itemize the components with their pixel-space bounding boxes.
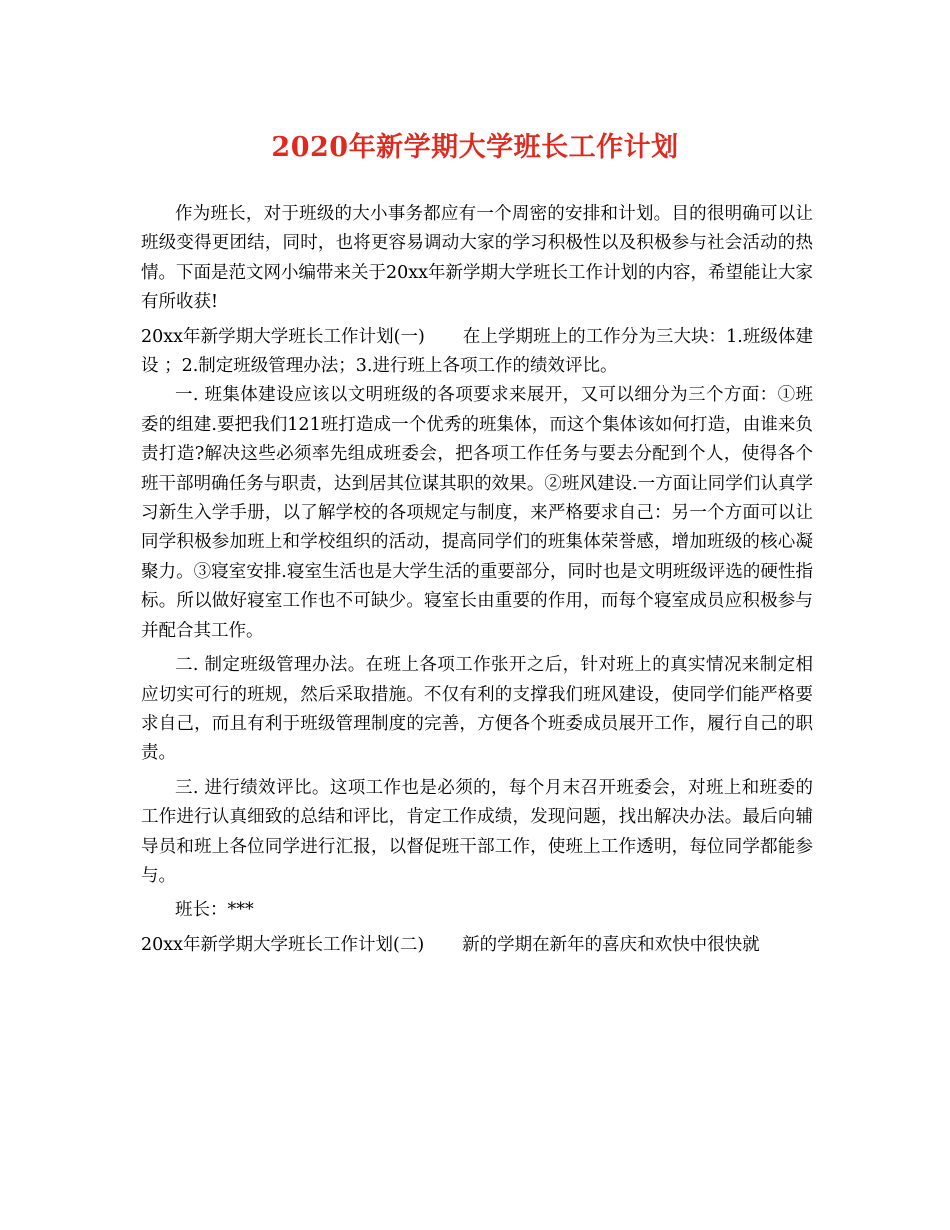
plan-one-lead: 在上学期班上的工作分为三大块：1.班级体建设 ；2.制定班级管理办法；3.进行班上各项工作的绩效评比。 [141, 326, 813, 377]
plan-two-heading: 20xx年新学期大学班长工作计划(二) [141, 934, 425, 955]
plan-one-paragraph [141, 323, 813, 382]
signature-line: 班长：*** [175, 900, 254, 921]
plan-two-paragraph [141, 931, 813, 960]
document-title: 2020年新学期大学班长工作计划 [271, 132, 679, 163]
plan-two-lead: 新的学期在新年的喜庆和欢快中很快就 [462, 934, 760, 955]
section-two-paragraph: 二. 制定班级管理办法。在班上各项工作张开之后，针对班上的真实情况来制定相应切实可行的班规，然后采取措施。不仅有利的支撑我们班风建设，使同学们能严格要求自己，而且有利于班级管理制度的完善，方便各个班委成员展开工作，履行自己的职责。 [141, 655, 813, 764]
intro-paragraph: 作为班长，对于班级的大小事务都应有一个周密的安排和计划。目的很明确可以让班级变得更团结，同时，也将更容易调动大家的学习积极性以及积极参与社会活动的热情。下面是范文网小编带来关于20xx年新学期大学班长工作计划的内容，希望能让大家有所收获! [141, 204, 814, 313]
document-body [141, 200, 813, 960]
plan-one-heading: 20xx年新学期大学班长工作计划(一) [141, 326, 425, 347]
section-three-paragraph: 三. 进行绩效评比。这项工作也是必须的，每个月末召开班委会，对班上和班委的工作进行认真细致的总结和评比，肯定工作成绩，发现问题，找出解决办法。最后向辅导员和班上各位同学进行汇报，以督促班干部工作，使班上工作透明，每位同学都能参与。 [141, 777, 813, 886]
section-one-paragraph: 一. 班集体建设应该以文明班级的各项要求来展开，又可以细分为三个方面：①班委的组建.要把我们121班打造成一个优秀的班集体，而这个集体该如何打造，由谁来负责打造?解决这些必须率先组成班委会，把各项工作任务与要去分配到个人，使得各个班干部明确任务与职责，达到居其位谋其职的效果。②班风建设.一方面让同学们认真学习新生入学手册，以了解学校的各项规定与制度，来严格要求自己：另一个方面可以让同学积极参加班上和学校组织的活动，提高同学们的班集体荣誉感，增加班级的核心凝聚力。③寝室安排.寝室生活也是大学生活的重要部分，同时也是文明班级评选的硬性指标。所以做好寝室工作也不可缺少。寝室长由重要的作用，而每个寝室成员应积极参与并配合其工作。 [141, 385, 813, 641]
